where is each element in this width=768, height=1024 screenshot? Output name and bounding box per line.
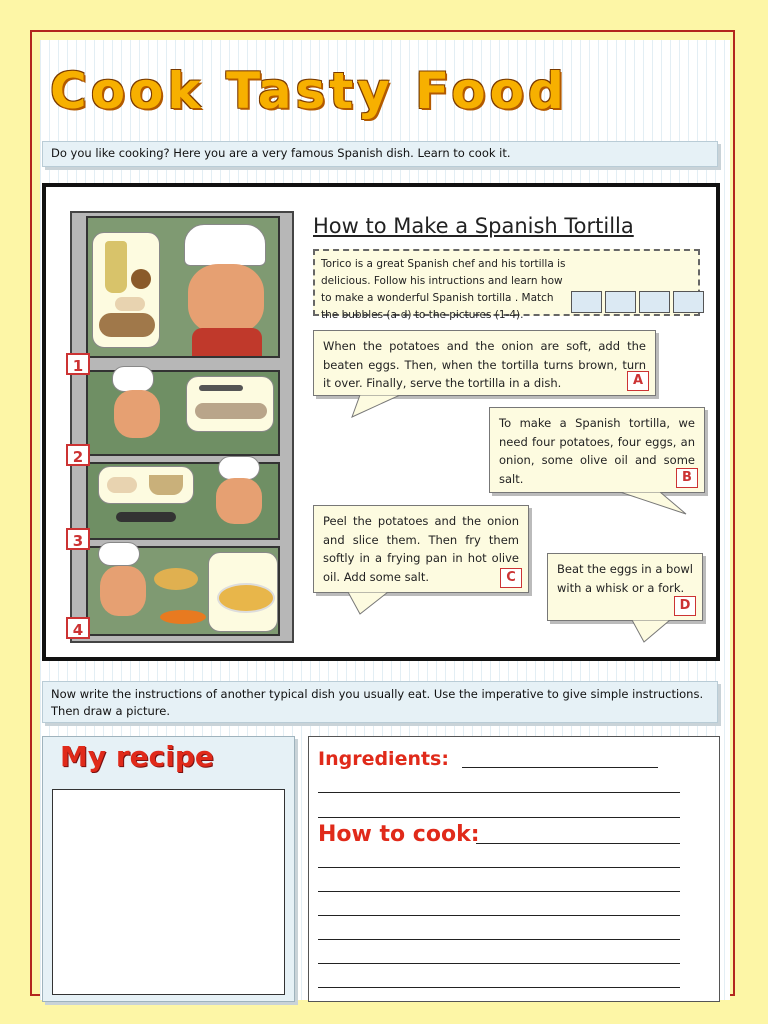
chef-hat-icon — [218, 456, 260, 480]
method-line-7[interactable] — [318, 987, 680, 988]
ingredients-label: Ingredients: — [318, 748, 449, 770]
chef-character — [216, 478, 262, 524]
bubble-b-letter: B — [676, 468, 698, 488]
ingredients-line-1[interactable] — [462, 767, 658, 768]
stove-flame-icon — [160, 610, 206, 624]
speech-bubble-d — [547, 553, 703, 621]
comic-panel-1 — [86, 216, 280, 358]
knife-potatoes-bubble — [186, 376, 274, 432]
picture-number-4: 4 — [66, 617, 90, 639]
chef-apron — [192, 328, 262, 356]
eggs-whisk-bubble — [98, 466, 194, 504]
tortilla-plate-icon — [217, 583, 275, 613]
method-line-4[interactable] — [318, 915, 680, 916]
method-line-6[interactable] — [318, 963, 680, 964]
bubble-c-text: Peel the potatoes and the onion and slice them. Then fry them softly in a frying pan in hot olive oil. Add some salt. — [323, 514, 519, 584]
potatoes-icon — [99, 313, 155, 337]
ingredients-line-3[interactable] — [318, 817, 680, 818]
method-line-2[interactable] — [318, 867, 680, 868]
tortilla-dish-bubble — [208, 552, 278, 632]
bubble-c-letter: C — [500, 568, 522, 588]
bubble-a-text: When the potatoes and the onion are soft, add the beaten eggs. Then, when the tortilla turns brown, turn it over. Finally, serve the tortilla in a dish. — [323, 339, 646, 390]
answer-box-2[interactable] — [605, 291, 636, 313]
eggs-icon — [115, 297, 145, 311]
bubble-d-text: Beat the eggs in a bowl with a whisk or a fork. — [557, 562, 693, 595]
comic-panel-3 — [86, 462, 280, 540]
olive-oil-bottle-icon — [105, 241, 127, 293]
bubble-d-letter: D — [674, 596, 696, 616]
chef-character — [100, 566, 146, 616]
drawing-box[interactable] — [52, 789, 285, 995]
ingredients-line-2[interactable] — [318, 792, 680, 793]
eggs-icon — [107, 477, 137, 493]
knife-icon — [199, 385, 243, 391]
speech-bubble-a — [313, 330, 656, 396]
bubble-a-letter: A — [627, 371, 649, 391]
method-line-1[interactable] — [476, 843, 680, 844]
method-line-5[interactable] — [318, 939, 680, 940]
frying-pan-icon — [116, 512, 176, 522]
answer-box-4[interactable] — [673, 291, 704, 313]
chef-hat-icon — [98, 542, 140, 566]
picture-number-3: 3 — [66, 528, 90, 550]
comic-panel-4 — [86, 546, 280, 636]
chef-character — [114, 390, 160, 438]
instructions-text: Torico is a great Spanish chef and his tortilla is delicious. Follow his intructions and learn how to make a wonderful Spanish tortilla . Match the bubbles (a-d) to the pictures (1-4). — [321, 258, 566, 321]
whisk-icon — [149, 475, 183, 495]
answer-boxes — [571, 291, 704, 313]
ingredients-thought-bubble — [92, 232, 160, 348]
onion-icon — [131, 269, 151, 289]
speech-bubble-b — [489, 407, 705, 493]
bubble-d-tail — [630, 620, 680, 645]
picture-number-1: 1 — [66, 353, 90, 375]
bubble-a-tail — [350, 395, 410, 420]
answer-box-3[interactable] — [639, 291, 670, 313]
answer-box-1[interactable] — [571, 291, 602, 313]
bubble-b-tail — [620, 492, 690, 517]
how-to-cook-label: How to cook: — [318, 822, 480, 847]
bubble-b-text: To make a Spanish tortilla, we need four potatoes, four eggs, an onion, some olive oil and some salt. — [499, 416, 695, 486]
activity-heading: How to Make a Spanish Tortilla — [313, 214, 634, 238]
chef-hat-icon — [184, 224, 266, 266]
bubble-c-tail — [340, 592, 400, 617]
sliced-potatoes-icon — [195, 403, 267, 419]
page-title: Cook Tasty Food — [50, 62, 568, 120]
speech-bubble-c — [313, 505, 529, 593]
comic-panel-2 — [86, 370, 280, 456]
chef-character — [188, 264, 264, 334]
my-recipe-title: My recipe — [60, 740, 214, 773]
tortilla-flip-icon — [154, 568, 198, 590]
method-line-3[interactable] — [318, 891, 680, 892]
intro-bar: Do you like cooking? Here you are a very famous Spanish dish. Learn to cook it. — [42, 141, 718, 167]
picture-number-2: 2 — [66, 444, 90, 466]
task-bar: Now write the instructions of another typical dish you usually eat. Use the imperative to give simple instructions. Then draw a picture. — [42, 681, 718, 723]
chef-hat-icon — [112, 366, 154, 392]
